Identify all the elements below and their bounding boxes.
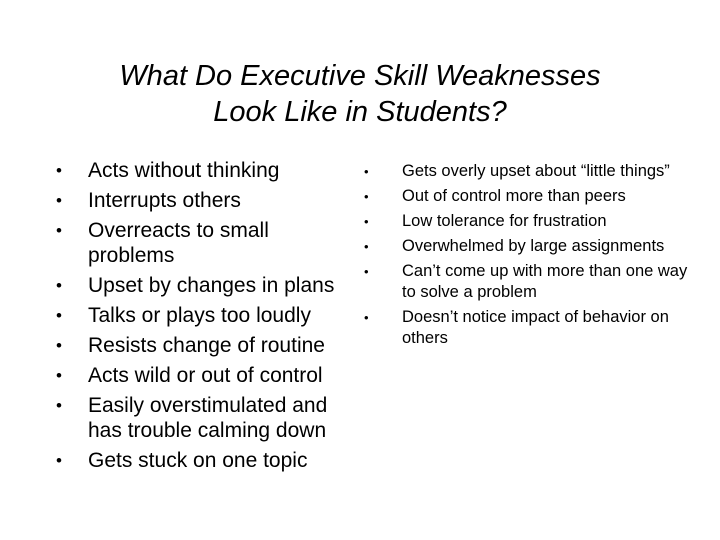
bullet-icon: • <box>56 221 62 240</box>
right-bullet-list <box>362 161 692 353</box>
bullet-icon: • <box>56 451 62 470</box>
list-item <box>56 393 356 443</box>
list-item-text: Talks or plays too loudly <box>88 304 311 327</box>
list-item-text: Easily overstimulated and has trouble calming down <box>88 394 328 442</box>
list-item <box>56 273 356 298</box>
list-item <box>56 363 356 388</box>
bullet-icon: • <box>364 310 369 325</box>
bullet-icon: • <box>364 164 369 179</box>
list-item <box>56 188 356 213</box>
list-item <box>362 307 692 349</box>
list-item <box>56 333 356 358</box>
list-item <box>56 218 356 268</box>
list-item <box>362 186 692 207</box>
slide-title <box>0 58 720 130</box>
bullet-icon: • <box>56 336 62 355</box>
list-item-text: Overwhelmed by large assignments <box>402 237 665 255</box>
list-item <box>56 448 356 473</box>
bullet-icon: • <box>364 214 369 229</box>
bullet-icon: • <box>56 306 62 325</box>
bullet-icon: • <box>364 189 369 204</box>
left-bullet-list <box>56 158 356 478</box>
slide-title-line-1: What Do Executive Skill Weaknesses <box>119 60 601 92</box>
list-item-text: Low tolerance for frustration <box>402 212 607 230</box>
list-item <box>56 303 356 328</box>
list-item-text: Acts without thinking <box>88 159 280 182</box>
bullet-icon: • <box>56 366 62 385</box>
list-item <box>362 211 692 232</box>
list-item <box>56 158 356 183</box>
bullet-icon: • <box>56 396 62 415</box>
bullet-icon: • <box>364 239 369 254</box>
list-item-text: Resists change of routine <box>88 334 325 357</box>
list-item <box>362 236 692 257</box>
list-item <box>362 261 692 303</box>
list-item-text: Acts wild or out of control <box>88 364 323 387</box>
slide-title-line-2: Look Like in Students? <box>213 96 507 128</box>
list-item-text: Interrupts others <box>88 189 241 212</box>
list-item-text: Doesn’t notice impact of behavior on others <box>402 308 669 347</box>
list-item-text: Gets overly upset about “little things” <box>402 162 670 180</box>
list-item-text: Can’t come up with more than one way to solve a problem <box>402 262 688 301</box>
bullet-icon: • <box>364 264 369 279</box>
bullet-icon: • <box>56 161 62 180</box>
list-item-text: Gets stuck on one topic <box>88 449 308 472</box>
list-item-text: Overreacts to small problems <box>88 219 269 267</box>
list-item-text: Out of control more than peers <box>402 187 626 205</box>
list-item-text: Upset by changes in plans <box>88 274 335 297</box>
bullet-icon: • <box>56 191 62 210</box>
bullet-icon: • <box>56 276 62 295</box>
list-item <box>362 161 692 182</box>
